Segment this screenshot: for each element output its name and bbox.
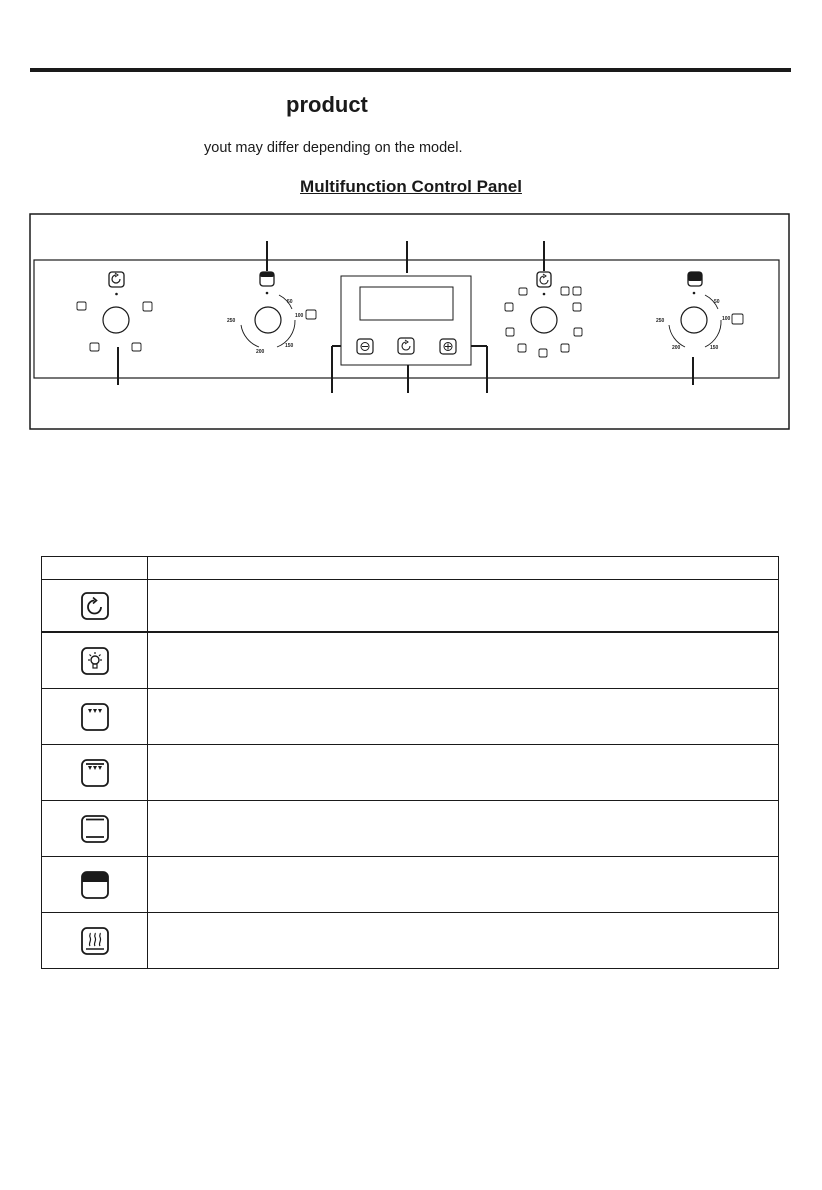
table-cell	[148, 632, 779, 689]
temp-left-label-150: 150	[285, 343, 294, 349]
table-cell	[148, 745, 779, 801]
temp-right-label-50: 50	[714, 299, 720, 305]
table-row	[42, 580, 779, 633]
table-header-description	[148, 557, 779, 580]
table-row	[42, 689, 779, 745]
plus-button[interactable]	[440, 339, 456, 354]
table-cell	[148, 857, 779, 913]
table-row	[42, 913, 779, 969]
section-heading: product	[286, 92, 368, 117]
top-heat-block-icon	[81, 871, 109, 899]
table-cell	[148, 913, 779, 969]
table-row	[42, 745, 779, 801]
timer-icon	[81, 592, 109, 620]
function-table	[41, 556, 779, 969]
oven-light-icon	[81, 647, 109, 675]
table-cell	[148, 801, 779, 857]
temp-right-label-100: 100	[722, 316, 731, 322]
temp-left-label-250: 250	[227, 318, 236, 324]
control-panel-diagram	[29, 213, 791, 431]
temp-right-label-150: 150	[710, 345, 719, 351]
top-heater-icon	[81, 703, 109, 731]
temp-left-label-100: 100	[295, 313, 304, 319]
top-rule	[30, 68, 791, 72]
table-row	[42, 857, 779, 913]
timer-button[interactable]	[398, 338, 414, 354]
minus-button[interactable]	[357, 339, 373, 354]
table-row	[42, 801, 779, 857]
top-heater-grill-icon	[81, 759, 109, 787]
temp-left-label-200: 200	[256, 349, 265, 355]
table-cell	[148, 580, 779, 633]
temp-left-label-50: 50	[287, 299, 293, 305]
table-row	[42, 632, 779, 689]
panel-title: Multifunction Control Panel	[300, 177, 522, 196]
table-header-icon	[42, 557, 148, 580]
table-cell	[148, 689, 779, 745]
layout-note: yout may differ depending on the model.	[204, 140, 463, 156]
defrost-heat-icon	[81, 927, 109, 955]
top-bottom-heater-icon	[81, 815, 109, 843]
temp-right-label-250: 250	[656, 318, 665, 324]
temp-right-label-200: 200	[672, 345, 681, 351]
